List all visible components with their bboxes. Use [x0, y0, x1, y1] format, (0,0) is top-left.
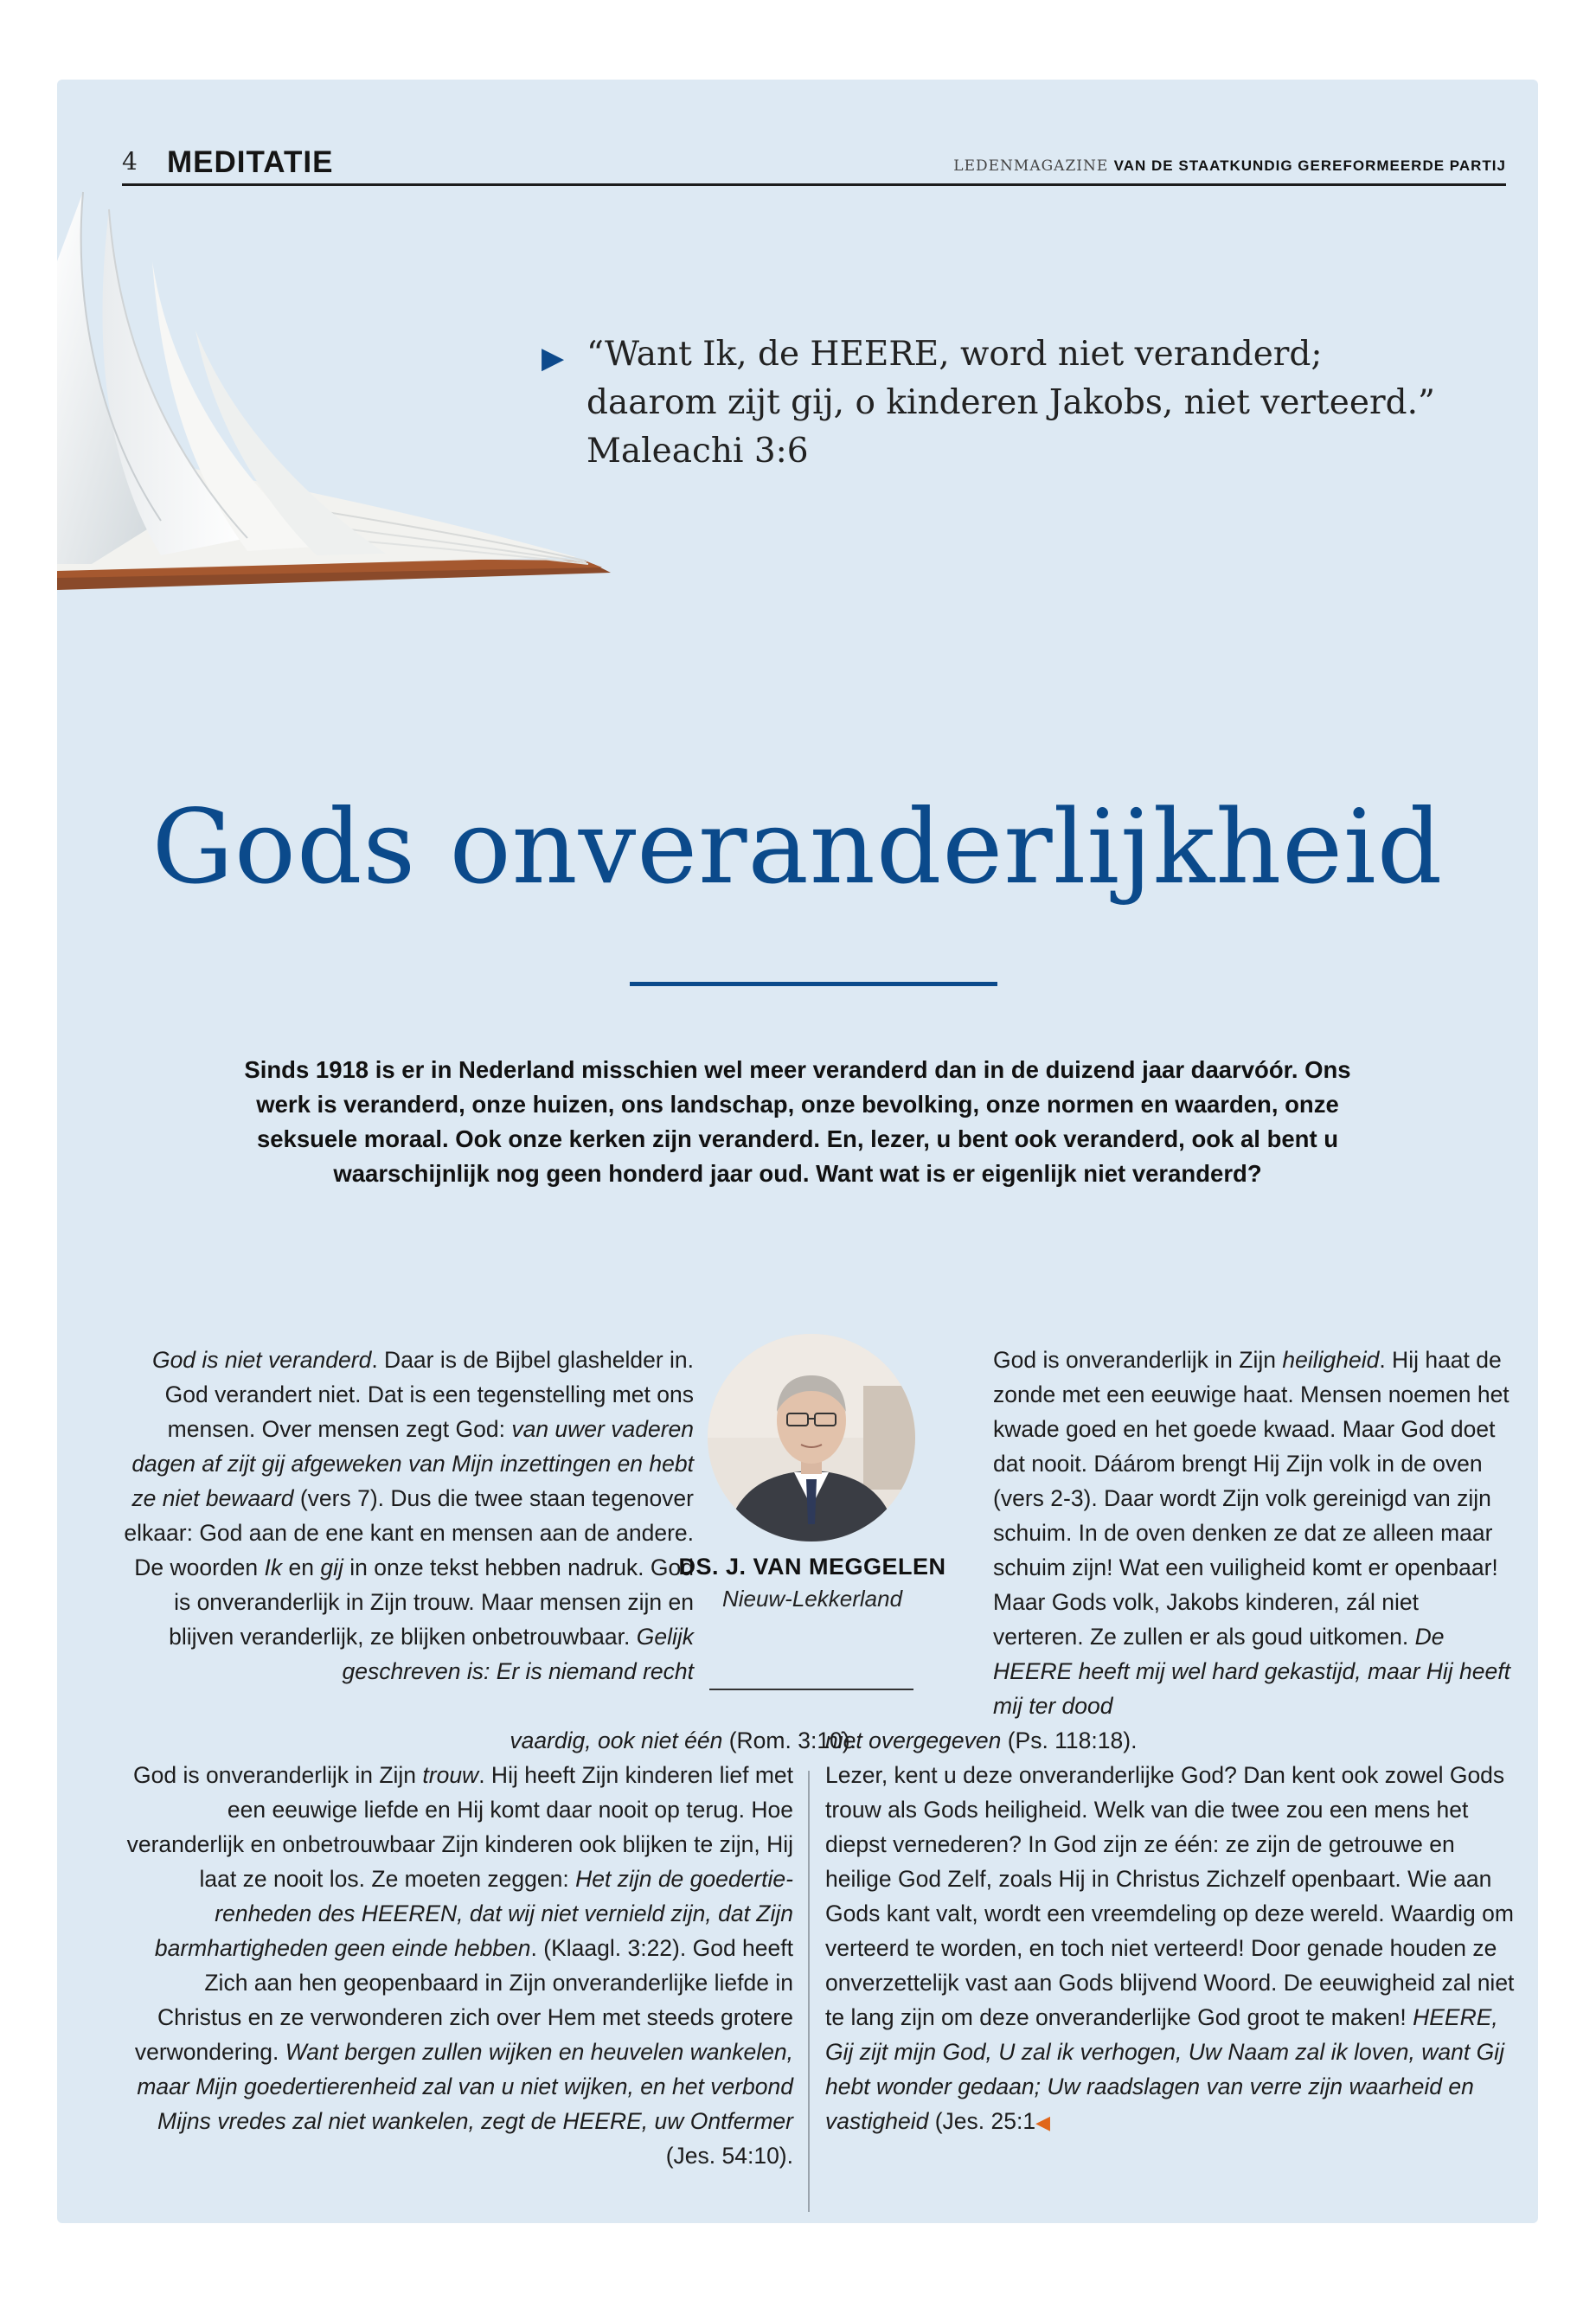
- author-place: Nieuw-Lekkerland: [721, 1586, 903, 1612]
- body-column-left-lower: [123, 1758, 793, 2173]
- magazine-party: VAN DE STAATKUNDIG GEREFORMEERDE PARTIJ: [1113, 157, 1506, 174]
- article-title: Gods onveranderlijkheid: [151, 787, 1444, 907]
- body-paragraph-2: [123, 1758, 793, 2173]
- body-text: (Jes. 25:1: [928, 2108, 1036, 2134]
- bible-quote: [542, 330, 1503, 476]
- body-column-left-top: [123, 1343, 694, 1689]
- body-text: . Daar is de Bijbel glashelder in. God verandert niet. Dat is een tegenstelling met ons mensen. Over mensen zegt God:: [164, 1347, 694, 1442]
- body-text: (Ps. 118:18).: [1001, 1727, 1138, 1753]
- page-number: 4: [122, 147, 138, 176]
- body-text: God is onveranderlijk in Zijn: [993, 1347, 1283, 1373]
- body-emphasis: Want bergen zullen wijken en heuvelen wankelen, maar Mijn goedertierenheid zal van u niet wijken, en het verbond Mijns vredes zal niet wankelen, zegt de HEERE, uw Ontfermer: [137, 2039, 793, 2134]
- magazine-page: [57, 80, 1538, 2223]
- body-text: . Hij haat de zonde met een eeuwige haat. Mensen noemen het kwade goed en het goede kwaad. Maar God doet dat nooit. Dáárom brengt Hij Zijn volk in de oven (vers 2-3). Daar wordt Zijn volk gereinigd van zijn schuim. In de oven denken ze dat ze alleen maar schuim zijn! Wat een vuiligheid komt er openbaar! Maar Gods volk, Jakobs kinderen, zál niet verteren. Ze zullen er als goud uitkomen.: [993, 1347, 1509, 1650]
- body-column-right-top: [993, 1343, 1512, 1723]
- section-title: MEDITATIE: [167, 145, 334, 179]
- body-emphasis: Ik: [264, 1554, 283, 1580]
- body-emphasis: gij: [320, 1554, 343, 1580]
- body-text: in onze tekst hebben nadruk. God is onveranderlijk in Zijn trouw. Maar mensen zijn en blijven veranderlijk, ze blijken onbetrouwbaar.: [169, 1554, 694, 1650]
- author-name: DS. J. VAN MEGGELEN: [678, 1554, 946, 1580]
- body-text: . Hij heeft Zijn kinderen lief met een eeuwige liefde en Hij komt daar nooit op terug. Hoe veranderlijk en onbetrouwbaar Zijn kinderen ook blijken te zijn, Hij laat ze nooit los. Ze moeten zeggen:: [126, 1762, 793, 1892]
- body-emphasis: van uwer vaderen dagen af zijt gij afgeweken van Mijn inzettingen en hebt ze niet bewaard: [131, 1416, 694, 1511]
- article-end-mark-icon: ◀: [1035, 2112, 1050, 2133]
- author-block: [663, 1554, 962, 1612]
- title-underline: [630, 982, 997, 986]
- body-paragraph-3: [993, 1343, 1512, 1723]
- body-emphasis: niet overgegeven: [825, 1727, 1002, 1753]
- body-emphasis: Het zijn de goedertierenheden des HEEREN, dat wij niet vernield zijn, dat Zijn barmhartigheden geen einde hebben: [154, 1866, 793, 1961]
- article-intro: Sinds 1918 is er in Nederland misschien wel meer veranderd dan in de duizend jaar daarvóór. Ons werk is veranderd, onze huizen, ons landschap, onze bevolking, onze normen en waarden, onze seksuele moraal. Ook onze kerken zijn veranderd. En, lezer, u bent ook veranderd, ook al bent u waarschijnlijk nog geen honderd jaar oud. Want wat is er eigenlijk niet veranderd?: [244, 1056, 1351, 1187]
- body-text: (vers 7). Dus die twee staan tegenover elkaar: God aan de ene kant en mensen aan de andere. De woorden: [124, 1485, 694, 1580]
- quote-line-2: daarom zijt gij, o kinderen Jakobs, niet verteerd.”: [586, 383, 1435, 422]
- author-photo: [708, 1334, 915, 1541]
- body-text: God is onveranderlijk in Zijn: [133, 1762, 423, 1788]
- quote-arrow-icon: ▶: [542, 341, 565, 375]
- body-column-right-bottom: [825, 1723, 1517, 2140]
- body-paragraph-4: [825, 1758, 1517, 2140]
- quote-reference: Maleachi 3:6: [586, 432, 809, 471]
- open-book-illustration: [57, 157, 611, 642]
- body-paragraph-1: [123, 1343, 694, 1689]
- body-emphasis: HEERE, Gij zijt mijn God, U zal ik verhogen, Uw Naam zal ik loven, want Gij hebt wonder gedaan; Uw raadslagen van verre zijn waarheid en vastigheid: [825, 2004, 1504, 2134]
- body-emphasis: Gelijk geschreven is: Er is niemand recht: [342, 1624, 694, 1684]
- author-portrait: [708, 1334, 915, 1541]
- magazine-name: [953, 157, 1506, 175]
- body-emphasis: De HEERE heeft mij wel hard gekastijd, maar Hij heeft mij ter dood: [993, 1624, 1510, 1719]
- magazine-prefix: LEDENMAGAZINE: [953, 157, 1109, 175]
- quote-line-1: “Want Ik, de HEERE, word niet veranderd;: [586, 335, 1323, 374]
- body-text: (Rom. 3:10).: [722, 1727, 856, 1753]
- body-paragraph-1-end: [123, 1723, 856, 1758]
- body-paragraph-3-end: [825, 1723, 1517, 1758]
- body-text: (Jes. 54:10).: [665, 2143, 793, 2169]
- column-divider: [808, 1771, 810, 2212]
- body-emphasis: God is niet veranderd: [151, 1347, 372, 1373]
- body-emphasis: vaardig, ook niet één: [510, 1727, 723, 1753]
- body-text: . (Klaagl. 3:22). God heeft Zich aan hen geopenbaard in Zijn onveranderlijke liefde in Christus en ze verwonderen zich over Hem met steeds grotere verwondering.: [134, 1935, 793, 2065]
- body-emphasis: heiligheid: [1282, 1347, 1380, 1373]
- body-emphasis: trouw: [422, 1762, 479, 1788]
- author-divider: [709, 1689, 913, 1690]
- body-text: Lezer, kent u deze onveranderlijke God? Dan kent ook zowel Gods trouw als Gods heiligheid. Welk van die twee zou een mens het diepst vernederen? In God zijn ze één: ze zijn de getrouwe en heilige God Zelf, zoals Hij in Christus Zichzelf openbaart. Wie aan Gods kant valt, wordt een vreemdeling op deze wereld. Waardig om verteerd te worden, en toch niet verteerd! Door genade houden ze onverzettelijk vast aan Gods blijvend Woord. De eeuwigheid zal niet te lang zijn om deze onveranderlijke God groot te maken!: [825, 1762, 1515, 2030]
- body-text: en: [282, 1554, 321, 1580]
